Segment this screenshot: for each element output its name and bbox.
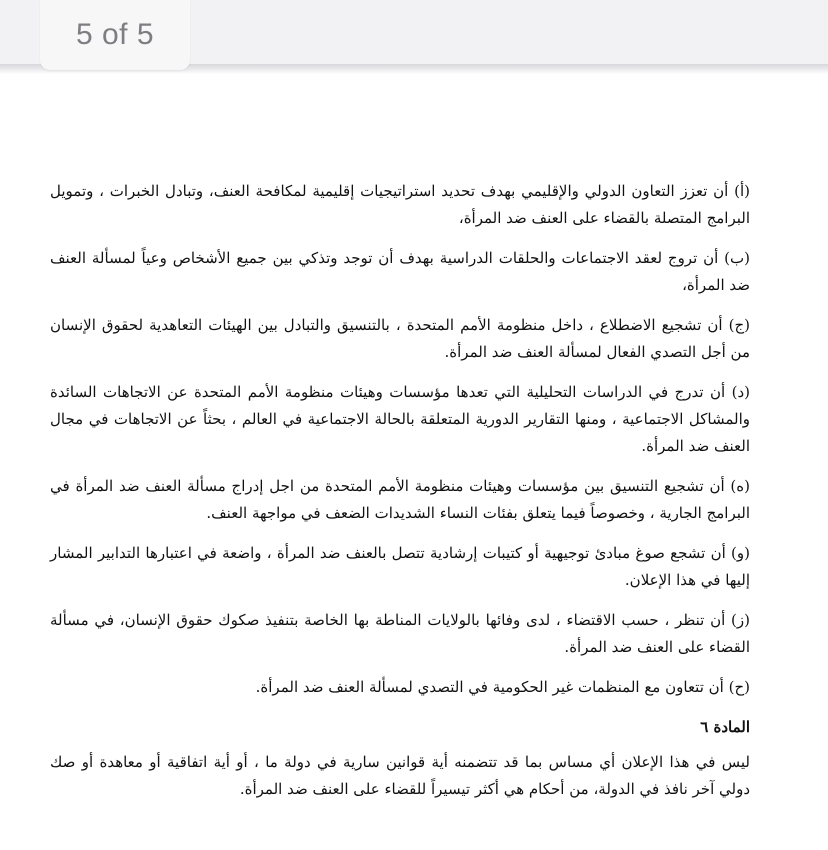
page-indicator-label: 5 of 5 (75, 18, 155, 51)
clause-g: (ز) أن تنظر ، حسب الاقتضاء ، لدى وفائها بالولايات المناطة بها الخاصة بتنفيذ صكوك حقوق الإنسان، في مسألة القضاء على العنف ضد المرأة. (50, 611, 750, 656)
article-text: ليس في هذا الإعلان أي مساس بما قد تتضمنه أية قوانين سارية في دولة ما ، أو أية اتفاقية أو معاهدة أو صك دولي آخر نافذ في الدولة، من أحكام هي أكثر تيسيراً للقضاء على العنف ضد المرأة. (50, 753, 750, 798)
clause-d: (د) أن تدرج في الدراسات التحليلية التي تعدها مؤسسات وهيئات منظومة الأمم المتحدة عن الاتجاهات السائدة والمشاكل الاجتماعية ، ومنها التقارير الدورية المتعلقة بالحالة الاجتماعية في العالم ، بحثاً عن الاتجاهات في مجال العنف ضد المرأة. (50, 383, 750, 455)
page-indicator (40, 0, 190, 70)
clause-a: (أ) أن تعزز التعاون الدولي والإقليمي بهدف تحديد استراتيجيات إقليمية لمكافحة العنف، وتبادل الخبرات ، وتمويل البرامج المتصلة بالقضاء على العنف ضد المرأة، (50, 182, 750, 227)
clause-f: (و) أن تشجع صوغ مبادئ توجيهية أو كتيبات إرشادية تتصل بالعنف ضد المرأة ، واضعة في اعتبارها التدابير المشار إليها في هذا الإعلان. (50, 544, 750, 589)
clause-h: (ح) أن تتعاون مع المنظمات غير الحكومية في التصدي لمسألة العنف ضد المرأة. (255, 678, 750, 696)
clause-e: (ه) أن تشجيع التنسيق بين مؤسسات وهيئات منظومة الأمم المتحدة من اجل إدراج مسألة العنف ضد المرأة في البرامج الجارية ، وخصوصاً فيما يتعلق بفئات النساء الشديدات الضعف في مواجهة العنف. (50, 477, 750, 522)
clause-c: (ج) أن تشجيع الاضطلاع ، داخل منظومة الأمم المتحدة ، بالتنسيق والتبادل بين الهيئات التعاهدية لحقوق الإنسان من أجل التصدي الفعال لمسألة العنف ضد المرأة. (50, 316, 750, 361)
article-heading: المادة ٦ (700, 718, 750, 736)
clause-b: (ب) أن تروج لعقد الاجتماعات والحلقات الدراسية بهدف أن توجد وتذكي بين جميع الأشخاص وعياً لمسألة العنف ضد المرأة، (50, 249, 750, 294)
document-page (50, 178, 750, 816)
